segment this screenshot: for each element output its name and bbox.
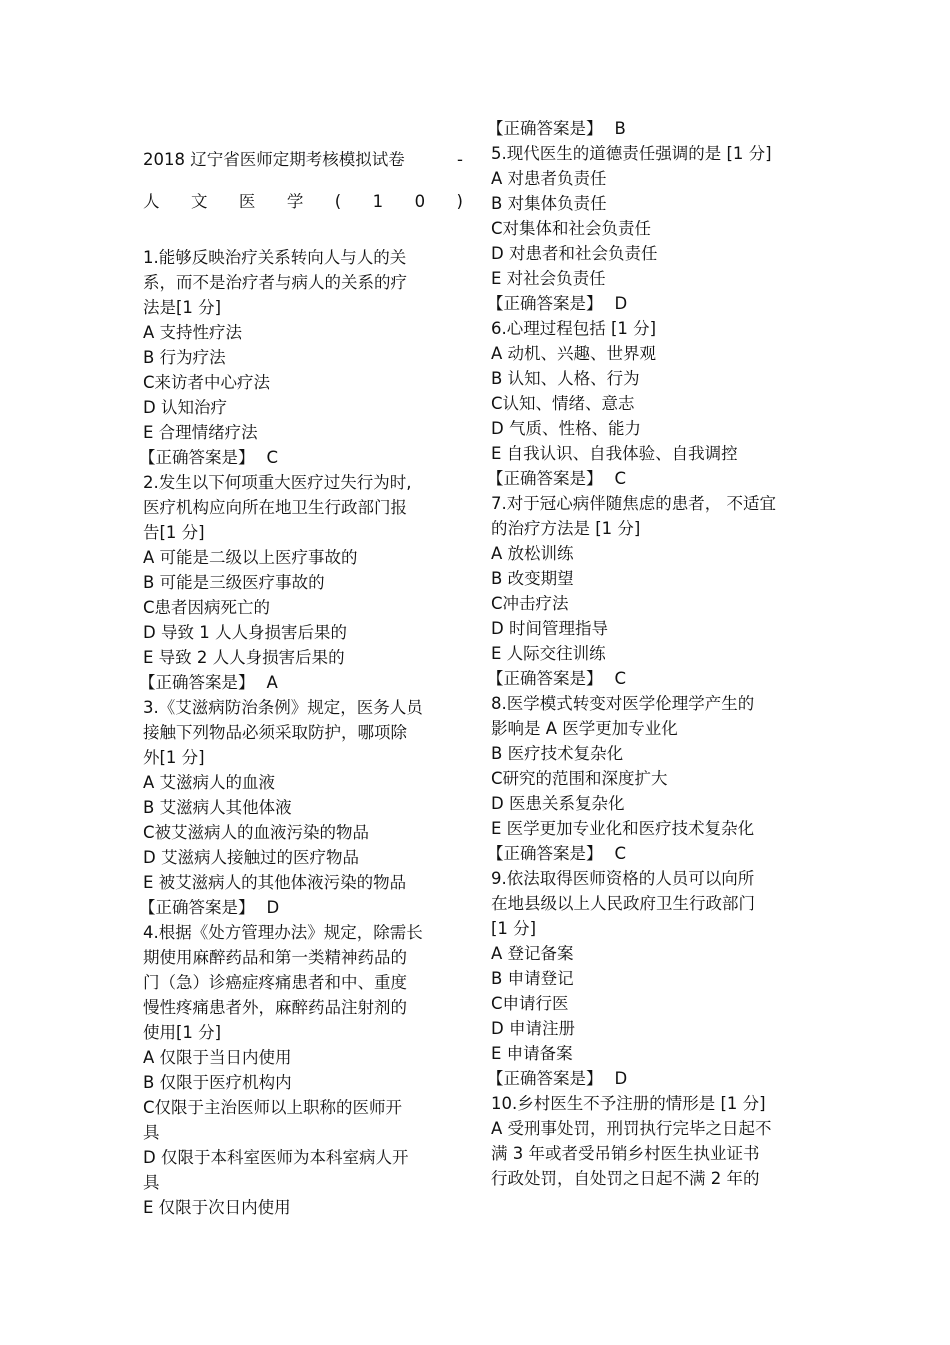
option-item: A 登记备案 [491, 944, 574, 963]
option-item: C认知、情绪、意志 [491, 394, 635, 413]
option-item: B 申请登记 [491, 969, 574, 988]
option-item: C仅限于主治医师以上职称的医师开 [143, 1098, 403, 1117]
option-item: E 人际交往训练 [491, 644, 606, 663]
option-item: D 导致 1 人人身损害后果的 [143, 623, 347, 642]
option-item: A 可能是二级以上医疗事故的 [143, 548, 358, 567]
option-item: C患者因病死亡的 [143, 598, 271, 617]
title-char: 文 [190, 192, 208, 211]
title-char: 1 [372, 192, 384, 211]
option-item: B 改变期望 [491, 569, 574, 588]
option-item: A 艾滋病人的血液 [143, 773, 276, 792]
question-text: 在地县级以上人民政府卫生行政部门 [491, 894, 755, 913]
answer-prefix: 【正确答案是】 [139, 673, 255, 692]
question-text: 9.依法取得医师资格的人员可以向所 [491, 869, 755, 888]
question-text: 7.对于冠心病伴随焦虑的患者， 不适宜 [491, 494, 776, 513]
option-item: C冲击疗法 [491, 594, 569, 613]
exam-title-line2 [143, 188, 463, 216]
option-item: 满 3 年或者受吊销乡村医生执业证书 [491, 1144, 760, 1163]
question-text: 告[1 分] [143, 523, 205, 542]
option-item: D 申请注册 [491, 1019, 575, 1038]
question-text: 系，而不是治疗者与病人的关系的疗 [143, 273, 407, 292]
option-item: D 气质、性格、能力 [491, 419, 641, 438]
answer-letter: D [614, 1069, 628, 1088]
title-char: 0 [414, 192, 426, 211]
option-item: A 对患者负责任 [491, 169, 607, 188]
title-char: 人 [143, 192, 160, 211]
correct-answer [487, 466, 811, 491]
correct-answer [487, 841, 811, 866]
option-item: E 被艾滋病人的其他体液污染的物品 [143, 873, 407, 892]
answer-prefix: 【正确答案是】 [487, 669, 603, 688]
question-text: 接触下列物品必须采取防护，哪项除 [143, 723, 407, 742]
question-text: 门（急）诊癌症疼痛患者和中、重度 [143, 973, 407, 992]
answer-letter: C [614, 469, 627, 488]
option-item: E 对社会负责任 [491, 269, 606, 288]
answer-prefix: 【正确答案是】 [487, 844, 603, 863]
answer-prefix: 【正确答案是】 [139, 448, 255, 467]
option-item: D 艾滋病人接触过的医疗物品 [143, 848, 359, 867]
question-block [487, 316, 811, 491]
option-item: B 可能是三级医疗事故的 [143, 573, 325, 592]
question-text: 的治疗方法是 [1 分] [491, 519, 641, 538]
answer-prefix: 【正确答案是】 [487, 469, 603, 488]
question-text: 1.能够反映治疗关系转向人与人的关 [143, 248, 407, 267]
correct-answer [139, 670, 461, 695]
question-text: 10.乡村医生不予注册的情形是 [1 分] [491, 1094, 766, 1113]
option-item: D 认知治疗 [143, 398, 227, 417]
option-item: A 动机、兴趣、世界观 [491, 344, 657, 363]
option-item: D 医患关系复杂化 [491, 794, 625, 813]
option-item: A 仅限于当日内使用 [143, 1048, 292, 1067]
question-text: 使用[1 分] [143, 1023, 222, 1042]
exam-title-text: 2018 辽宁省医师定期考核模拟试卷 [143, 150, 405, 169]
option-item: A 放松训练 [491, 544, 574, 563]
question-block [487, 116, 811, 141]
question-block [139, 470, 461, 695]
option-item: B 医疗技术复杂化 [491, 744, 624, 763]
option-item: B 行为疗法 [143, 348, 226, 367]
exam-title-line1 [143, 146, 463, 174]
answer-prefix: 【正确答案是】 [139, 898, 255, 917]
answer-letter: C [614, 844, 627, 863]
option-item: B 对集体负责任 [491, 194, 607, 213]
option-item: E 合理情绪疗法 [143, 423, 258, 442]
option-item: B 艾滋病人其他体液 [143, 798, 292, 817]
question-text: 慢性疼痛患者外，麻醉药品注射剂的 [143, 998, 407, 1017]
option-item: 行政处罚，自处罚之日起不满 2 年的 [491, 1169, 760, 1188]
question-block [143, 920, 461, 1220]
correct-answer [139, 445, 461, 470]
answer-prefix: 【正确答案是】 [487, 119, 603, 138]
answer-letter: D [266, 898, 280, 917]
answer-prefix: 【正确答案是】 [487, 1069, 603, 1088]
question-text: 2.发生以下何项重大医疗过失行为时, [143, 473, 412, 492]
question-block [139, 695, 461, 920]
correct-answer [487, 666, 811, 691]
option-item: A 支持性疗法 [143, 323, 243, 342]
title-char: 医 [238, 192, 256, 211]
option-item: E 仅限于次日内使用 [143, 1198, 291, 1217]
question-text: 法是[1 分] [143, 298, 222, 317]
question-text: [1 分] [491, 919, 537, 938]
answer-letter: C [266, 448, 279, 467]
question-block [491, 1091, 811, 1191]
title-char: 学 [286, 192, 304, 211]
answer-letter: D [614, 294, 628, 313]
answer-letter: C [614, 669, 627, 688]
left-column [139, 245, 461, 1220]
correct-answer [139, 895, 461, 920]
title-char: ( [334, 192, 342, 211]
option-item: C被艾滋病人的血液污染的物品 [143, 823, 370, 842]
question-text: 期使用麻醉药品和第一类精神药品的 [143, 948, 407, 967]
option-item: C来访者中心疗法 [143, 373, 271, 392]
question-text: 6.心理过程包括 [1 分] [491, 319, 657, 338]
option-item: B 仅限于医疗机构内 [143, 1073, 292, 1092]
option-item: A 受刑事处罚，刑罚执行完毕之日起不 [491, 1119, 772, 1138]
question-block [487, 491, 811, 691]
question-block [487, 141, 811, 316]
option-item: D 对患者和社会负责任 [491, 244, 658, 263]
answer-prefix: 【正确答案是】 [487, 294, 603, 313]
exam-title-dash: - [457, 150, 463, 169]
question-text: 3.《艾滋病防治条例》规定，医务人员 [143, 698, 423, 717]
question-block [487, 691, 811, 866]
option-item: E 医学更加专业化和医疗技术复杂化 [491, 819, 755, 838]
question-text: 4.根据《处方管理办法》规定，除需长 [143, 923, 423, 942]
option-item: B 认知、人格、行为 [491, 369, 640, 388]
correct-answer [487, 116, 811, 141]
answer-letter: B [614, 119, 626, 138]
option-item: C申请行医 [491, 994, 569, 1013]
correct-answer [487, 291, 811, 316]
option-item: D 仅限于本科室医师为本科室病人开 [143, 1148, 409, 1167]
option-item: 具 [143, 1173, 160, 1192]
question-text: 8.医学模式转变对医学伦理学产生的 [491, 694, 755, 713]
question-text: 5.现代医生的道德责任强调的是 [1 分] [491, 144, 772, 163]
option-item: D 时间管理指导 [491, 619, 608, 638]
right-column [487, 116, 811, 1191]
question-block [139, 245, 461, 470]
answer-letter: A [266, 673, 278, 692]
question-block [487, 866, 811, 1091]
option-item: E 自我认识、自我体验、自我调控 [491, 444, 738, 463]
question-text: 外[1 分] [143, 748, 205, 767]
question-text: 医疗机构应向所在地卫生行政部门报 [143, 498, 407, 517]
option-item: E 导致 2 人人身损害后果的 [143, 648, 345, 667]
correct-answer [487, 1066, 811, 1091]
question-text: 影响是 A 医学更加专业化 [491, 719, 678, 738]
option-item: C对集体和社会负责任 [491, 219, 652, 238]
option-item: 具 [143, 1123, 160, 1142]
title-char: ) [456, 192, 463, 211]
option-item: E 申请备案 [491, 1044, 573, 1063]
option-item: C研究的范围和深度扩大 [491, 769, 668, 788]
